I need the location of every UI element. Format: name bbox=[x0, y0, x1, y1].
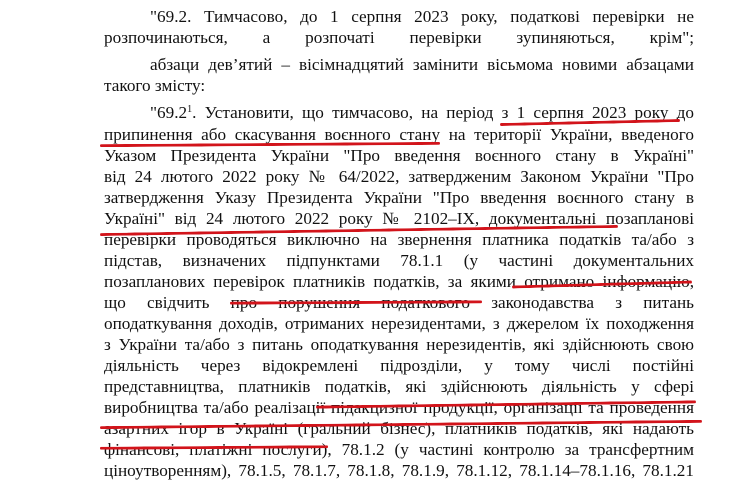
para3-line9: позапланових перевірок платників податків, за якими отримано інформацію, bbox=[104, 272, 694, 291]
para3-line10: що свідчить про порушення податкового законодавства з питань bbox=[104, 293, 694, 312]
para3-line14: представництва, платників податків, які здійснюють діяльність у сфері bbox=[104, 377, 694, 396]
para3-superscript: 1 bbox=[187, 104, 193, 115]
para2-line2: такого змісту: bbox=[104, 76, 206, 95]
para3-line13: діяльність через відокремлені підрозділи, у тому числі постійні bbox=[104, 356, 694, 375]
para3-line12: з України та/або з питань оподаткування нерезидентів, які здійснюють свою bbox=[104, 335, 694, 354]
para3-line1-text: . Установити, що тимчасово, на період з 1 серпня 2023 року до bbox=[192, 103, 694, 122]
para3-line17: фінансові, платіжні послуги), 78.1.2 (у частині контролю за трансфертним bbox=[104, 440, 694, 459]
para3-line6: Україні" від 24 лютого 2022 року № 2102–IX, документальні позапланові bbox=[104, 209, 694, 228]
para2-line1: абзаци дев’ятий – вісімнадцятий замінити вісьмома новими абзацами bbox=[150, 55, 694, 74]
para3-line2: припинення або скасування воєнного стану на території України, введеного bbox=[104, 125, 694, 144]
para3-line7: перевірки проводяться виключно на звернення платника податків та/або з bbox=[104, 230, 694, 249]
para1-line2: розпочинаються, а розпочаті перевірки зупиняються, крім"; bbox=[104, 28, 694, 47]
para3-line18: ціноутворенням), 78.1.5, 78.1.7, 78.1.8, 78.1.9, 78.1.12, 78.1.14–78.1.16, 78.1.21 bbox=[104, 461, 694, 480]
para3-line11: оподаткування доходів, отриманих нерезидентами, з джерелом їх походження bbox=[104, 314, 694, 333]
para3-line8: підстав, визначених підпунктами 78.1.1 (у частині документальних bbox=[104, 251, 694, 270]
para3-line15: виробництва та/або реалізації підакцизної продукції, організації та проведення bbox=[104, 398, 694, 417]
para3-line4: від 24 лютого 2022 року № 64/2022, затвердженим Законом України "Про bbox=[104, 167, 694, 186]
para3-number: "69.2 bbox=[150, 103, 188, 122]
para1-line1: "69.2. Тимчасово, до 1 серпня 2023 року, податкові перевірки не bbox=[150, 7, 694, 26]
para3-line3: Указом Президента України "Про введення воєнного стану в Україні" bbox=[104, 146, 694, 165]
para3-line16: азартних ігор в Україні (гральний бізнес), платників податків, які надають bbox=[104, 419, 694, 438]
para3-line5: затвердження Указу Президента України "Про введення воєнного стану в bbox=[104, 188, 694, 207]
